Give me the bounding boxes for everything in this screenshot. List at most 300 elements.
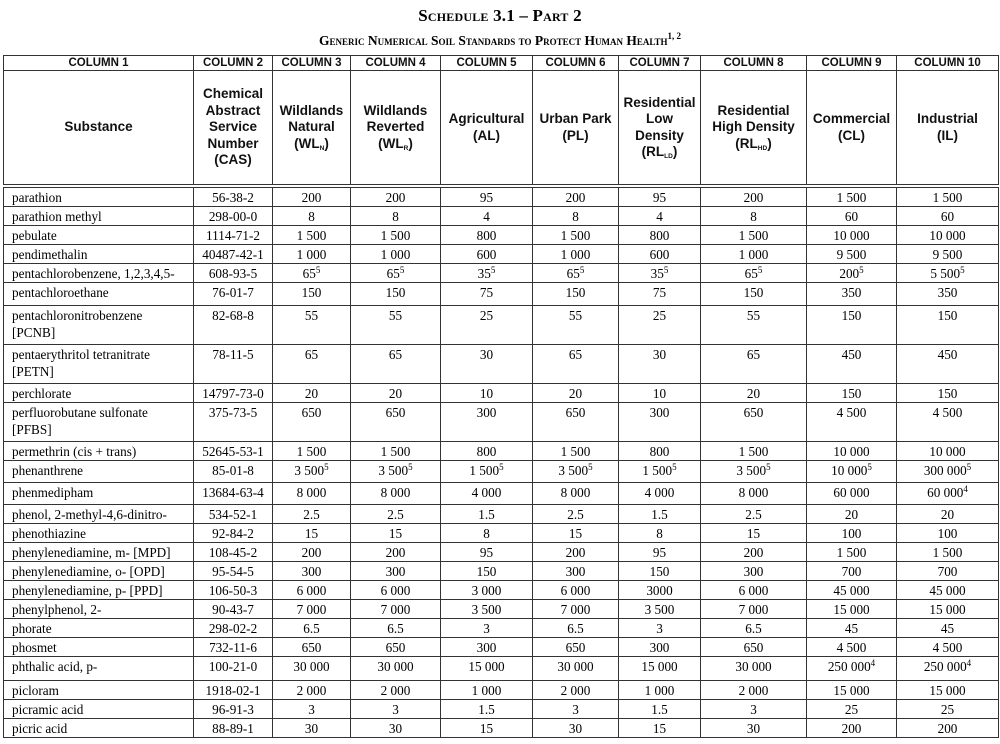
standard-value-cell — [273, 600, 351, 619]
standard-value: 200 — [841, 721, 862, 736]
standard-value: 1 000 — [471, 683, 502, 698]
standard-value: 30 000 — [557, 659, 594, 674]
standard-value: 1.5 — [478, 702, 495, 717]
standard-value-cell — [807, 226, 897, 245]
soil-standards-table — [3, 55, 999, 738]
subtitle-text: Generic Numerical Soil Standards to Protect Human Health — [318, 33, 668, 48]
standard-value-cell — [897, 581, 999, 600]
standard-value-cell — [533, 186, 619, 207]
standard-value: 1.5 — [651, 702, 668, 717]
standard-value: 15 000 — [929, 602, 966, 617]
standard-value-cell — [807, 245, 897, 264]
column-description-header — [4, 71, 194, 187]
standard-value-cell — [273, 700, 351, 719]
footnote-ref: 5 — [490, 265, 496, 275]
standard-value: 200 — [301, 190, 322, 205]
standard-value-cell — [441, 442, 533, 461]
standard-value: 200 — [385, 190, 406, 205]
standard-value: 350 — [937, 285, 958, 300]
standard-value-cell — [619, 562, 701, 581]
standard-value: 20 — [388, 386, 403, 401]
standard-value: 10 — [652, 386, 667, 401]
column-description-header — [194, 71, 273, 187]
column-number-row — [4, 56, 999, 71]
standard-value: 1.5 — [651, 507, 668, 522]
standard-value-cell — [701, 524, 807, 543]
standard-value-cell — [273, 638, 351, 657]
substance-name-line: phorate — [12, 621, 52, 636]
standard-value-cell — [273, 186, 351, 207]
standard-value: 60 000 — [927, 485, 964, 500]
substance-name-line: [PCNB] — [12, 325, 56, 340]
standard-value-cell — [533, 562, 619, 581]
standard-value: 300 — [649, 640, 670, 655]
footnote-ref: 5 — [579, 265, 585, 275]
column-number-header: COLUMN 5 — [441, 56, 533, 71]
standard-value-cell — [441, 461, 533, 483]
standard-value-cell — [273, 581, 351, 600]
column-description-header — [533, 71, 619, 187]
standard-value: 7 000 — [560, 602, 591, 617]
standard-value-cell — [441, 283, 533, 306]
header-line: Low — [646, 111, 673, 126]
substance-name-line: phenothiazine — [12, 526, 86, 541]
standard-value: 1 500 — [296, 228, 327, 243]
standard-value: 8 000 — [380, 485, 411, 500]
standard-value-cell — [807, 524, 897, 543]
standard-value: 65 — [746, 347, 761, 362]
subtitle-footnote-refs: 1, 2 — [667, 31, 681, 41]
standard-value-cell — [533, 681, 619, 700]
standard-value-cell — [701, 345, 807, 384]
standard-value-cell — [351, 719, 441, 738]
standard-value-cell — [441, 600, 533, 619]
standard-value: 800 — [649, 444, 670, 459]
standard-value: 3 — [392, 702, 399, 717]
standard-value-cell — [619, 600, 701, 619]
header-abbreviation: (PL) — [562, 127, 589, 143]
cas-number-cell: 298-02-2 — [194, 619, 273, 638]
footnote-ref: 4 — [870, 658, 876, 668]
standard-value: 15 000 — [833, 602, 870, 617]
standard-value: 55 — [304, 308, 319, 323]
standard-value-cell — [807, 306, 897, 345]
header-line: Industrial — [917, 111, 978, 126]
standard-value: 9 500 — [932, 247, 963, 262]
standard-value: 650 — [743, 640, 764, 655]
standard-value-cell — [533, 226, 619, 245]
header-line: Commercial — [812, 111, 891, 126]
column-description-row — [4, 71, 999, 187]
standard-value-cell — [619, 384, 701, 403]
standard-value: 300 — [743, 564, 764, 579]
standard-value: 300 — [476, 640, 497, 655]
standard-value-cell — [351, 700, 441, 719]
standard-value: 8 000 — [560, 485, 591, 500]
table-row — [4, 403, 999, 442]
standard-value: 30 000 — [293, 659, 330, 674]
standard-value: 30 — [652, 347, 667, 362]
standard-value-cell — [897, 264, 999, 283]
standard-value-cell — [441, 562, 533, 581]
standard-value-cell — [701, 562, 807, 581]
standard-value-cell — [351, 619, 441, 638]
standard-value: 2 000 — [738, 683, 769, 698]
standard-value: 2.5 — [567, 507, 584, 522]
standard-value: 8 — [483, 526, 490, 541]
cas-number-cell: 1918-02-1 — [194, 681, 273, 700]
substance-name-line: pentachloroethane — [12, 285, 109, 300]
substance-name-line: phthalic acid, p- — [12, 659, 98, 674]
standard-value-cell — [701, 207, 807, 226]
standard-value-cell — [533, 505, 619, 524]
standard-value-cell — [701, 245, 807, 264]
standard-value-cell — [441, 306, 533, 345]
footnote-ref: 5 — [663, 265, 669, 275]
column-number-header: COLUMN 4 — [351, 56, 441, 71]
standard-value-cell — [533, 719, 619, 738]
standard-value-cell — [533, 524, 619, 543]
standard-value-cell — [441, 226, 533, 245]
header-abbreviation: $(RL_{LD})$ — [641, 144, 678, 160]
standard-value-cell — [619, 207, 701, 226]
cas-number-cell: 14797-73-0 — [194, 384, 273, 403]
standard-value-cell — [273, 226, 351, 245]
standard-value: 200 — [937, 721, 958, 736]
standard-value: 25 — [479, 308, 494, 323]
substance-name-line: pendimethalin — [12, 247, 88, 262]
table-row — [4, 581, 999, 600]
standard-value-cell — [701, 461, 807, 483]
abbr-text: IL — [941, 127, 954, 143]
standard-value: 4 000 — [644, 485, 675, 500]
standard-value-cell — [619, 245, 701, 264]
table-row — [4, 719, 999, 738]
standard-value: 3 500 — [736, 463, 767, 478]
standard-value: 800 — [476, 444, 497, 459]
standard-value: 450 — [937, 347, 958, 362]
column-number-header: COLUMN 6 — [533, 56, 619, 71]
cas-number-cell: 82-68-8 — [194, 306, 273, 345]
column-description-header — [619, 71, 701, 187]
standard-value: 6.5 — [745, 621, 762, 636]
standard-value-cell — [897, 719, 999, 738]
standard-value-cell — [273, 657, 351, 681]
table-row — [4, 384, 999, 403]
standard-value: 3000 — [646, 583, 673, 598]
standard-value-cell — [351, 264, 441, 283]
standard-value-cell — [619, 524, 701, 543]
standard-value: 650 — [565, 405, 586, 420]
standard-value-cell — [619, 505, 701, 524]
standard-value-cell — [807, 186, 897, 207]
footnote-ref: 5 — [867, 462, 872, 472]
standard-value: 1 500 — [560, 228, 591, 243]
standard-value: 4 — [656, 209, 663, 224]
standard-value-cell — [533, 700, 619, 719]
standard-value-cell — [273, 505, 351, 524]
standard-value: 200 — [385, 545, 406, 560]
standard-value-cell — [273, 461, 351, 483]
substance-cell — [4, 461, 194, 483]
standard-value-cell — [897, 638, 999, 657]
cas-number-cell: 298-00-0 — [194, 207, 273, 226]
standard-value: 650 — [385, 640, 406, 655]
standard-value: 6.5 — [303, 621, 320, 636]
column-number-header: COLUMN 1 — [4, 56, 194, 71]
standard-value-cell — [619, 403, 701, 442]
standard-value: 1 500 — [738, 444, 769, 459]
standard-value: 300 — [565, 564, 586, 579]
substance-cell — [4, 619, 194, 638]
standard-value: 3 — [572, 702, 579, 717]
standard-value-cell — [441, 264, 533, 283]
substance-name-line: pentachloronitrobenzene — [12, 308, 143, 323]
cas-number-cell: 90-43-7 — [194, 600, 273, 619]
standard-value-cell — [619, 226, 701, 245]
standard-value: 4 500 — [932, 405, 963, 420]
standard-value: 300 — [649, 405, 670, 420]
standard-value: 1 500 — [380, 444, 411, 459]
standard-value: 5 500 — [930, 266, 961, 281]
standard-value: 2.5 — [745, 507, 762, 522]
standard-value-cell — [273, 719, 351, 738]
substance-cell — [4, 245, 194, 264]
standard-value-cell — [351, 226, 441, 245]
cas-number-cell: 95-54-5 — [194, 562, 273, 581]
table-row — [4, 562, 999, 581]
standard-value: 2 000 — [380, 683, 411, 698]
standard-value: 100 — [841, 526, 862, 541]
standard-value: 65 — [302, 266, 316, 281]
standard-value-cell — [533, 581, 619, 600]
standard-value-cell — [701, 384, 807, 403]
standard-value: 55 — [388, 308, 403, 323]
standard-value-cell — [351, 562, 441, 581]
standard-value-cell — [701, 619, 807, 638]
substance-cell — [4, 657, 194, 681]
standard-value: 2.5 — [387, 507, 404, 522]
abbr-text: RL — [739, 135, 758, 151]
standard-value: 25 — [652, 308, 667, 323]
standard-value: 95 — [479, 545, 494, 560]
standard-value: 6.5 — [567, 621, 584, 636]
cas-number-cell: 52645-53-1 — [194, 442, 273, 461]
standard-value: 650 — [385, 405, 406, 420]
standard-value-cell — [273, 207, 351, 226]
standard-value: 8 — [750, 209, 757, 224]
standard-value-cell — [701, 442, 807, 461]
table-row — [4, 505, 999, 524]
standard-value: 65 — [386, 266, 400, 281]
standard-value: 3 — [308, 702, 315, 717]
substance-name-line: pentaerythritol tetranitrate — [12, 347, 151, 362]
standard-value-cell — [441, 657, 533, 681]
header-line: Residential — [623, 94, 696, 110]
standard-value-cell — [351, 186, 441, 207]
standard-value-cell — [897, 442, 999, 461]
standard-value: 6 000 — [380, 583, 411, 598]
standard-value-cell — [807, 442, 897, 461]
standard-value-cell — [897, 600, 999, 619]
standard-value-cell — [807, 264, 897, 283]
standard-value: 4 000 — [471, 485, 502, 500]
header-abbreviation: (IL) — [937, 127, 958, 143]
header-line: Natural — [288, 119, 335, 135]
substance-cell — [4, 306, 194, 345]
standard-value-cell — [807, 638, 897, 657]
standard-value: 45 000 — [929, 583, 966, 598]
standard-value-cell — [807, 581, 897, 600]
standard-value: 1 500 — [296, 444, 327, 459]
substance-name-line: perchlorate — [12, 386, 72, 401]
cas-number-cell: 88-89-1 — [194, 719, 273, 738]
cas-number-cell: 85-01-8 — [194, 461, 273, 483]
standard-value: 15 — [304, 526, 319, 541]
standard-value: 10 000 — [833, 444, 870, 459]
standard-value-cell — [619, 681, 701, 700]
standard-value: 20 — [844, 507, 859, 522]
standard-value-cell — [619, 657, 701, 681]
standard-value-cell — [441, 245, 533, 264]
standard-value: 6 000 — [560, 583, 591, 598]
table-row — [4, 283, 999, 306]
standard-value: 150 — [385, 285, 406, 300]
substance-name-line: [PETN] — [12, 364, 54, 379]
standard-value-cell — [807, 543, 897, 562]
standard-value: 800 — [649, 228, 670, 243]
substance-name-line: phenylphenol, 2- — [12, 602, 102, 617]
standard-value-cell — [533, 345, 619, 384]
table-body — [4, 186, 999, 738]
column-number-header: COLUMN 3 — [273, 56, 351, 71]
standard-value-cell — [351, 483, 441, 505]
abbr-subscript: N — [319, 144, 325, 152]
standard-value: 65 — [744, 266, 758, 281]
header-line: Residential — [717, 102, 790, 118]
footnote-ref: 5 — [324, 462, 329, 472]
standard-value: 200 — [565, 190, 586, 205]
cas-number-cell: 40487-42-1 — [194, 245, 273, 264]
standard-value-cell — [897, 245, 999, 264]
standard-value: 650 — [301, 405, 322, 420]
substance-name-line: permethrin (cis + trans) — [12, 444, 137, 459]
standard-value-cell — [701, 186, 807, 207]
column-description-header — [273, 71, 351, 187]
standard-value: 30 — [304, 721, 319, 736]
substance-cell — [4, 562, 194, 581]
standard-value-cell — [273, 524, 351, 543]
table-row — [4, 524, 999, 543]
header-line: Number — [207, 135, 259, 151]
standard-value: 150 — [565, 285, 586, 300]
header-line: Abstract — [205, 102, 261, 118]
standard-value: 15 — [652, 721, 667, 736]
column-number-header: COLUMN 9 — [807, 56, 897, 71]
substance-cell — [4, 543, 194, 562]
substance-name-line: phenol, 2-methyl-4,6-dinitro- — [12, 507, 167, 522]
standard-value: 1 500 — [560, 444, 591, 459]
standard-value-cell — [533, 306, 619, 345]
standard-value: 600 — [476, 247, 497, 262]
standard-value-cell — [351, 543, 441, 562]
substance-name-line: picloram — [12, 683, 59, 698]
standard-value: 2 000 — [560, 683, 591, 698]
standard-value: 30 — [568, 721, 583, 736]
standard-value-cell — [351, 638, 441, 657]
standard-value: 75 — [652, 285, 667, 300]
standard-value: 6 000 — [296, 583, 327, 598]
standard-value-cell — [897, 483, 999, 505]
standard-value-cell — [897, 505, 999, 524]
standard-value-cell — [807, 681, 897, 700]
substance-name-line: pentachlorobenzene, 1,2,3,4,5- — [12, 266, 175, 281]
standard-value-cell — [807, 600, 897, 619]
substance-cell — [4, 207, 194, 226]
standard-value: 45 — [844, 621, 859, 636]
standard-value-cell — [807, 283, 897, 306]
standard-value-cell — [273, 543, 351, 562]
substance-cell — [4, 442, 194, 461]
table-row — [4, 681, 999, 700]
standard-value-cell — [273, 283, 351, 306]
substance-name-line: parathion — [12, 190, 62, 205]
table-row — [4, 207, 999, 226]
standard-value-cell — [701, 543, 807, 562]
standard-value: 1 000 — [296, 247, 327, 262]
cas-number-cell: 534-52-1 — [194, 505, 273, 524]
table-row — [4, 483, 999, 505]
standard-value-cell — [701, 719, 807, 738]
standard-value: 1.5 — [478, 507, 495, 522]
standard-value-cell — [441, 345, 533, 384]
standard-value: 8 000 — [738, 485, 769, 500]
standard-value: 1 500 — [738, 228, 769, 243]
footnote-ref: 5 — [499, 462, 504, 472]
header-line: Urban Park — [539, 111, 612, 126]
standard-value: 650 — [301, 640, 322, 655]
substance-cell — [4, 283, 194, 306]
standard-value-cell — [897, 345, 999, 384]
standard-value: 1 500 — [932, 545, 963, 560]
table-row — [4, 345, 999, 384]
abbr-text: WL — [298, 135, 320, 151]
table-row — [4, 657, 999, 681]
abbr-subscript: LD — [664, 153, 673, 160]
standard-value-cell — [701, 403, 807, 442]
cas-number-cell: 1114-71-2 — [194, 226, 273, 245]
standard-value-cell — [441, 483, 533, 505]
table-row — [4, 245, 999, 264]
footnote-ref: 5 — [315, 265, 321, 275]
table-row — [4, 638, 999, 657]
substance-name-line: phenanthrene — [12, 463, 84, 478]
substance-name-line: perfluorobutane sulfonate — [12, 405, 148, 420]
standard-value-cell — [273, 681, 351, 700]
cas-number-cell: 96-91-3 — [194, 700, 273, 719]
standard-value-cell — [441, 581, 533, 600]
table-row — [4, 306, 999, 345]
standard-value: 15 — [568, 526, 583, 541]
standard-value-cell — [273, 345, 351, 384]
standard-value-cell — [351, 442, 441, 461]
footnote-ref: 5 — [966, 462, 972, 472]
standard-value-cell — [351, 403, 441, 442]
standard-value-cell — [897, 657, 999, 681]
standard-value: 20 — [568, 386, 583, 401]
standard-value-cell — [441, 524, 533, 543]
standard-value-cell — [441, 719, 533, 738]
